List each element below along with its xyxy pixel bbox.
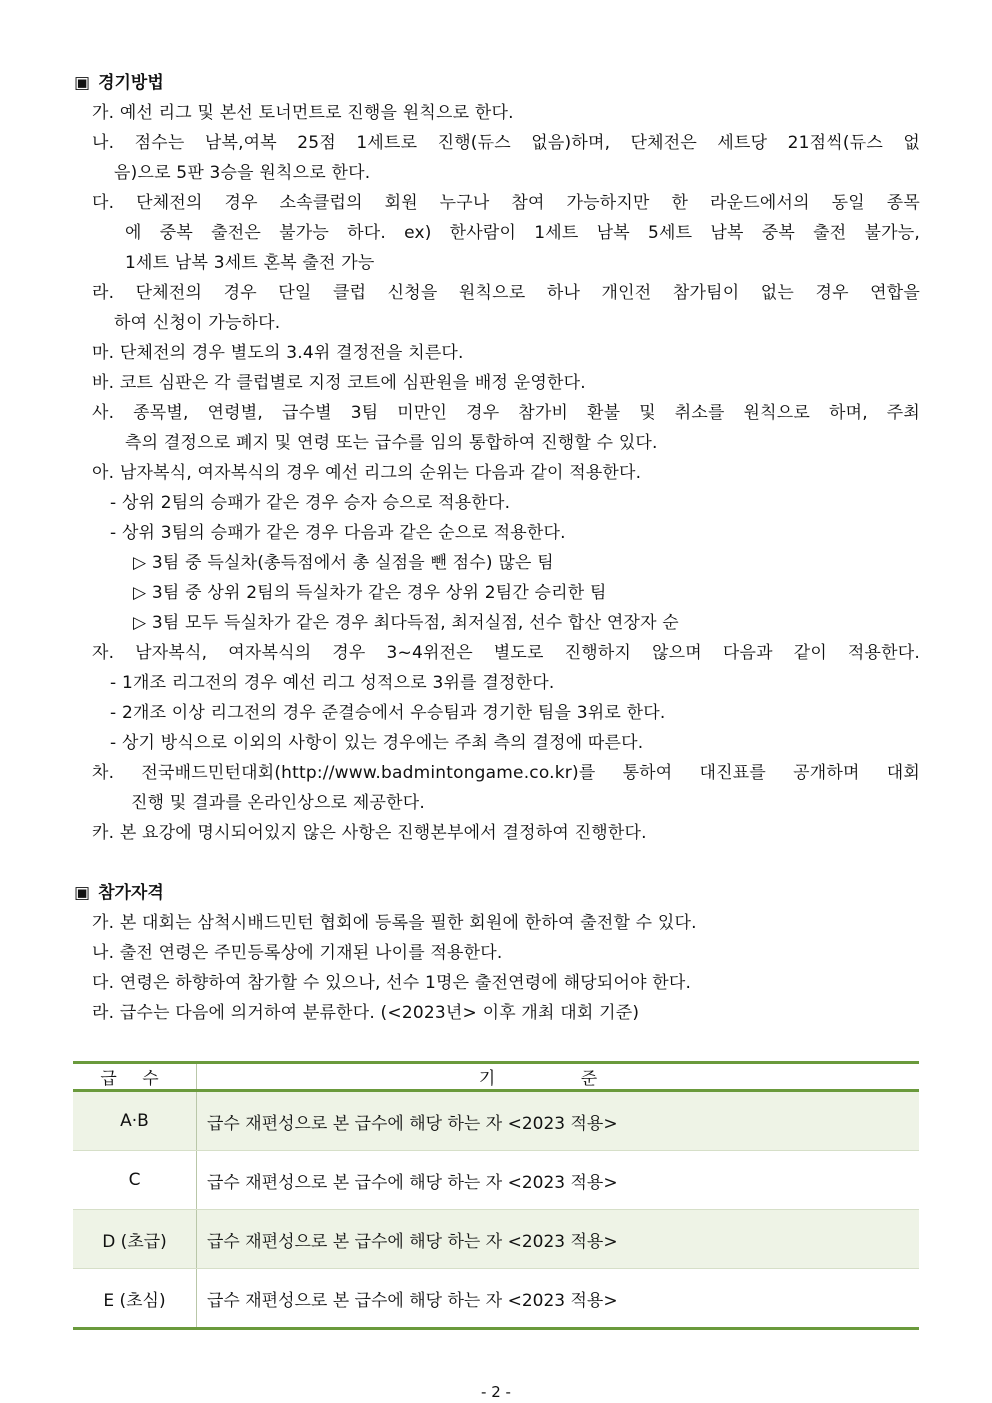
rule-line: 가. 본 대회는 삼척시배드민턴 협회에 등록을 필한 회원에 한하여 출전할 수 있다.	[92, 913, 697, 933]
rule-line: 1세트 남복 3세트 혼복 출전 가능	[125, 253, 375, 273]
sub-rule-line: - 2개조 이상 리그전의 경우 준결승에서 우승팀과 경기한 팀을 3위로 한다.	[110, 703, 666, 723]
table-row	[73, 1151, 919, 1210]
square-marker-icon: ▣	[74, 73, 91, 93]
rule-line: 차. 전국배드민턴대회(http://www.badmintongame.co.kr)를 통하여 대진표를 공개하며 대회	[92, 763, 920, 783]
rule-line: 바. 코트 심판은 각 클럽별로 지정 코트에 심판원을 배정 운영한다.	[92, 373, 586, 393]
sub-rule-line: - 상위 2팀의 승패가 같은 경우 승자 승으로 적용한다.	[110, 493, 511, 513]
rule-line: 라. 급수는 다음에 의거하여 분류한다. (<2023년> 이후 개최 대회 기준)	[92, 1003, 640, 1023]
sub-rule-line: - 1개조 리그전의 경우 예선 리그 성적으로 3위를 결정한다.	[110, 673, 555, 693]
sub-rule-line: - 상기 방식으로 이외의 사항이 있는 경우에는 주최 측의 결정에 따른다.	[110, 733, 644, 753]
table-header-row	[73, 1063, 919, 1091]
section-heading-game-method	[74, 68, 164, 93]
header-grade: 급 수	[73, 1063, 197, 1091]
rule-line: 나. 출전 연령은 주민등록상에 기재된 나이를 적용한다.	[92, 943, 503, 963]
grade-cell: D (초급)	[73, 1210, 197, 1269]
page-number: - 2 -	[481, 1383, 511, 1401]
sub-sub-rule-line: ▷ 3팀 모두 득실차가 같은 경우 최다득점, 최저실점, 선수 합산 연장자 순	[133, 613, 679, 633]
criteria-cell: 급수 재편성으로 본 급수에 해당 하는 자 <2023 적용>	[197, 1210, 920, 1269]
grade-cell: C	[73, 1151, 197, 1210]
rule-line: 다. 단체전의 경우 소속클럽의 회원 누구나 참여 가능하지만 한 라운드에서의 동일 종목	[92, 193, 920, 213]
criteria-cell: 급수 재편성으로 본 급수에 해당 하는 자 <2023 적용>	[197, 1091, 920, 1151]
rule-line: 사. 종목별, 연령별, 급수별 3팀 미만인 경우 참가비 환불 및 취소를 원칙으로 하며, 주최	[92, 403, 920, 423]
sub-rule-line: - 상위 3팀의 승패가 같은 경우 다음과 같은 순으로 적용한다.	[110, 523, 566, 543]
rule-line: 에 중복 출전은 불가능 하다. ex) 한사람이 1세트 남복 5세트 남복 중복 출전 불가능,	[125, 223, 920, 243]
section-heading-eligibility	[74, 878, 164, 903]
section-title: 참가자격	[98, 883, 164, 903]
table-row	[73, 1210, 919, 1269]
sub-sub-rule-line: ▷ 3팀 중 상위 2팀의 득실차가 같은 경우 상위 2팀간 승리한 팀	[133, 583, 607, 603]
rule-line: 하여 신청이 가능하다.	[114, 313, 281, 333]
header-criteria: 기 준	[197, 1063, 920, 1091]
rule-line: 아. 남자복식, 여자복식의 경우 예선 리그의 순위는 다음과 같이 적용한다.	[92, 463, 642, 483]
rule-line: 진행 및 결과를 온라인상으로 제공한다.	[131, 793, 425, 813]
section-title: 경기방법	[98, 73, 164, 93]
grade-cell: A·B	[73, 1091, 197, 1151]
table-row	[73, 1269, 919, 1329]
grade-cell: E (초심)	[73, 1269, 197, 1329]
rule-line: 카. 본 요강에 명시되어있지 않은 사항은 진행본부에서 결정하여 진행한다.	[92, 823, 647, 843]
rule-line: 자. 남자복식, 여자복식의 경우 3~4위전은 별도로 진행하지 않으며 다음과 같이 적용한다.	[92, 643, 920, 663]
rule-line: 나. 점수는 남복,여복 25점 1세트로 진행(듀스 없음)하며, 단체전은 세트당 21점씩(듀스 없	[92, 133, 920, 153]
rule-line: 가. 예선 리그 및 본선 토너먼트로 진행을 원칙으로 한다.	[92, 103, 514, 123]
rule-line: 음)으로 5판 3승을 원칙으로 한다.	[114, 163, 371, 183]
criteria-cell: 급수 재편성으로 본 급수에 해당 하는 자 <2023 적용>	[197, 1269, 920, 1329]
table-row	[73, 1091, 919, 1151]
rule-line: 측의 결정으로 폐지 및 연령 또는 급수를 임의 통합하여 진행할 수 있다.	[125, 433, 658, 453]
rule-line: 마. 단체전의 경우 별도의 3.4위 결정전을 치른다.	[92, 343, 464, 363]
criteria-cell: 급수 재편성으로 본 급수에 해당 하는 자 <2023 적용>	[197, 1151, 920, 1210]
sub-sub-rule-line: ▷ 3팀 중 득실차(총득점에서 총 실점을 뺀 점수) 많은 팀	[133, 553, 554, 573]
rule-line: 라. 단체전의 경우 단일 클럽 신청을 원칙으로 하나 개인전 참가팀이 없는 경우 연합을	[92, 283, 920, 303]
rule-line: 다. 연령은 하향하여 참가할 수 있으나, 선수 1명은 출전연령에 해당되어야 한다.	[92, 973, 692, 993]
grade-criteria-table	[73, 1061, 919, 1330]
square-marker-icon: ▣	[74, 883, 91, 903]
